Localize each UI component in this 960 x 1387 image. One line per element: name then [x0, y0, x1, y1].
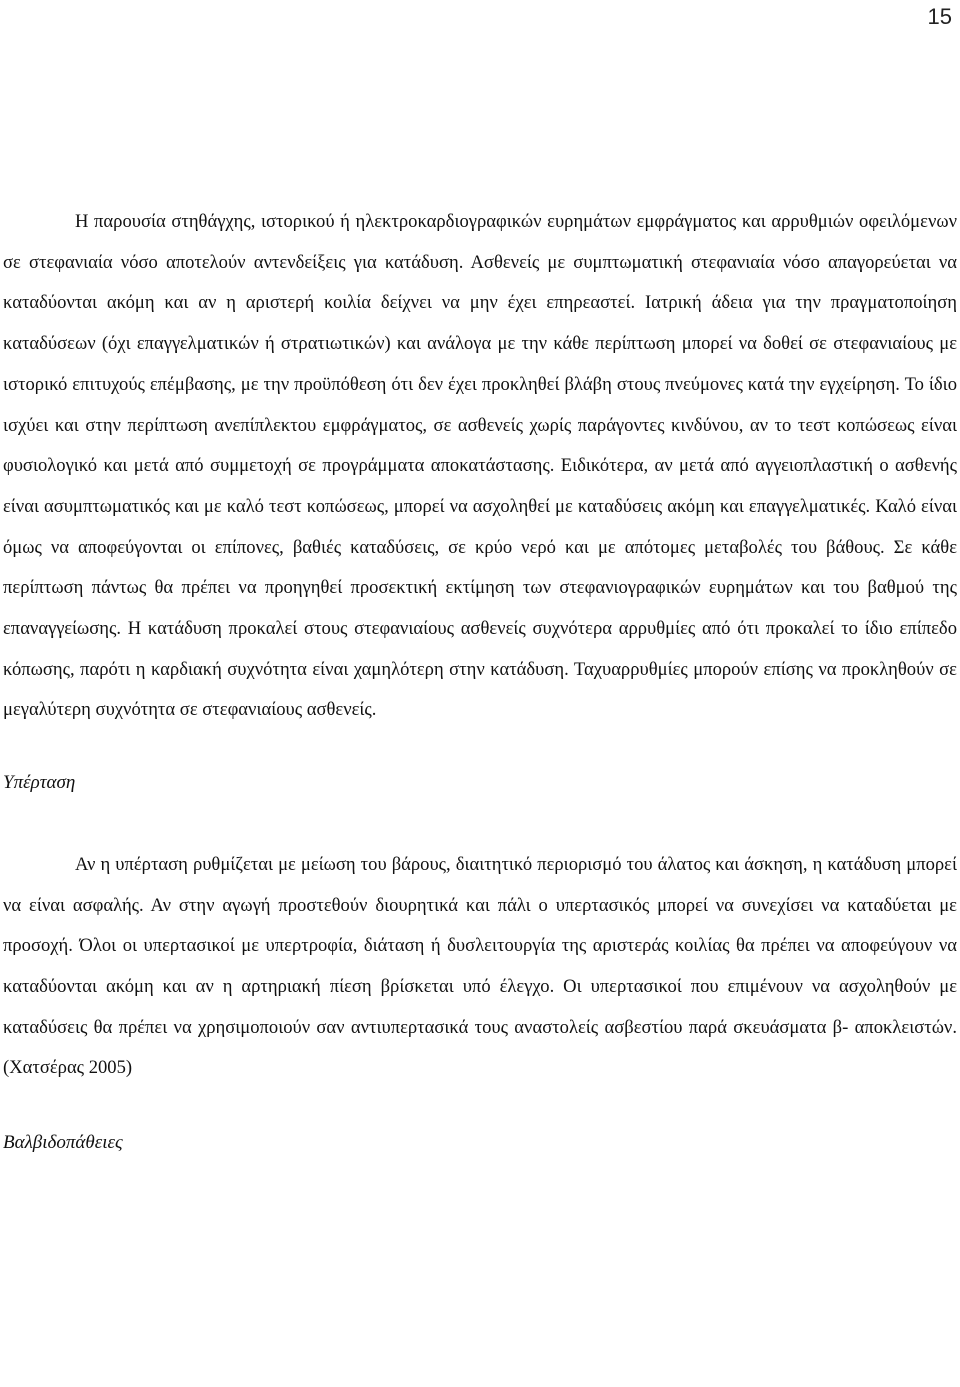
document-body	[3, 202, 957, 1164]
hypertension-paragraph: Αν η υπέρταση ρυθμίζεται με μείωση του βάρους, διαιτητικό περιορισμό του άλατος και άσκηση, η κατάδυση μπορεί να είναι ασφαλής. Αν στην αγωγή προστεθούν διουρητικά και πάλι ο υπερτασικός μπορεί να συνεχίσει να καταδύεται με προσοχή. Όλοι οι υπερτασικοί με υπερτροφία, διάταση ή δυσλειτουργία της αριστεράς κοιλίας θα πρέπει να αποφεύγουν να καταδύονται ακόμη και αν η αρτηριακή πίεση βρίσκεται υπό έλεγχο. Οι υπερτασικοί που επιμένουν να ασχοληθούν με καταδύσεις θα πρέπει να χρησιμοποιούν σαν αντιυπερτασικά τους αναστολείς ασβεστίου παρά σκευάσματα β- αποκλειστών. (Χατσέρας 2005)	[3, 853, 957, 1079]
coronary-disease-paragraph: Η παρουσία στηθάγχης, ιστορικού ή ηλεκτροκαρδιογραφικών ευρημάτων εμφράγματος και αρρυθμιών οφειλόμενων σε στεφανιαία νόσο αποτελούν αντενδείξεις για κατάδυση. Ασθενείς με συμπτωματική στεφανιαία νόσο απαγορεύεται να καταδύονται ακόμη και αν η αριστερή κοιλία δείχνει να μην έχει επηρεαστεί. Ιατρική άδεια για την πραγματοποίηση καταδύσεων (όχι επαγγελματικών ή στρατιωτικών) και ανάλογα με την κάθε περίπτωση μπορεί να δοθεί σε στεφανιαίους με ιστορικό επιτυχούς επέμβασης, με την προϋπόθεση ότι δεν έχει προκληθεί βλάβη στους πνεύμονες κατά την εγχείρηση. Το ίδιο ισχύει και στην περίπτωση ανεπίπλεκτου εμφράγματος, σε ασθενείς χωρίς παράγοντες κινδύνου, αν το τεστ κοπώσεως είναι φυσιολογικό και μετά από συμμετοχή σε προγράμματα αποκατάστασης. Ειδικότερα, αν μετά από αγγειοπλαστική ο ασθενής είναι ασυμπτωματικός και με καλό τεστ κοπώσεως, μπορεί να ασχοληθεί με καταδύσεις ακόμη και επαγγελματικές. Καλό είναι όμως να αποφεύγονται οι επίπονες, βαθιές καταδύσεις, σε κρύο νερό και με απότομες μεταβολές του βάθους. Σε κάθε περίπτωση πάντως θα πρέπει να προηγηθεί προσεκτική εκτίμηση των στεφανιογραφικών ευρημάτων και του βαθμού της επαναγγείωσης. Η κατάδυση προκαλεί στους στεφανιαίους ασθενείς συχνότερα αρρυθμίες από ότι προκαλεί το ίδιο επίπεδο κόπωσης, παρότι η καρδιακή συχνότητα είναι χαμηλότερη στην κατάδυση. Ταχυαρρυθμίες μπορούν επίσης να προκληθούν σε μεγαλύτερη συχνότητα σε στεφανιαίους ασθενείς.	[3, 211, 957, 721]
valve-disease-heading: Βαλβιδοπάθειες	[3, 1132, 123, 1154]
page-number: 15	[927, 4, 952, 29]
hypertension-heading: Υπέρταση	[3, 772, 76, 794]
